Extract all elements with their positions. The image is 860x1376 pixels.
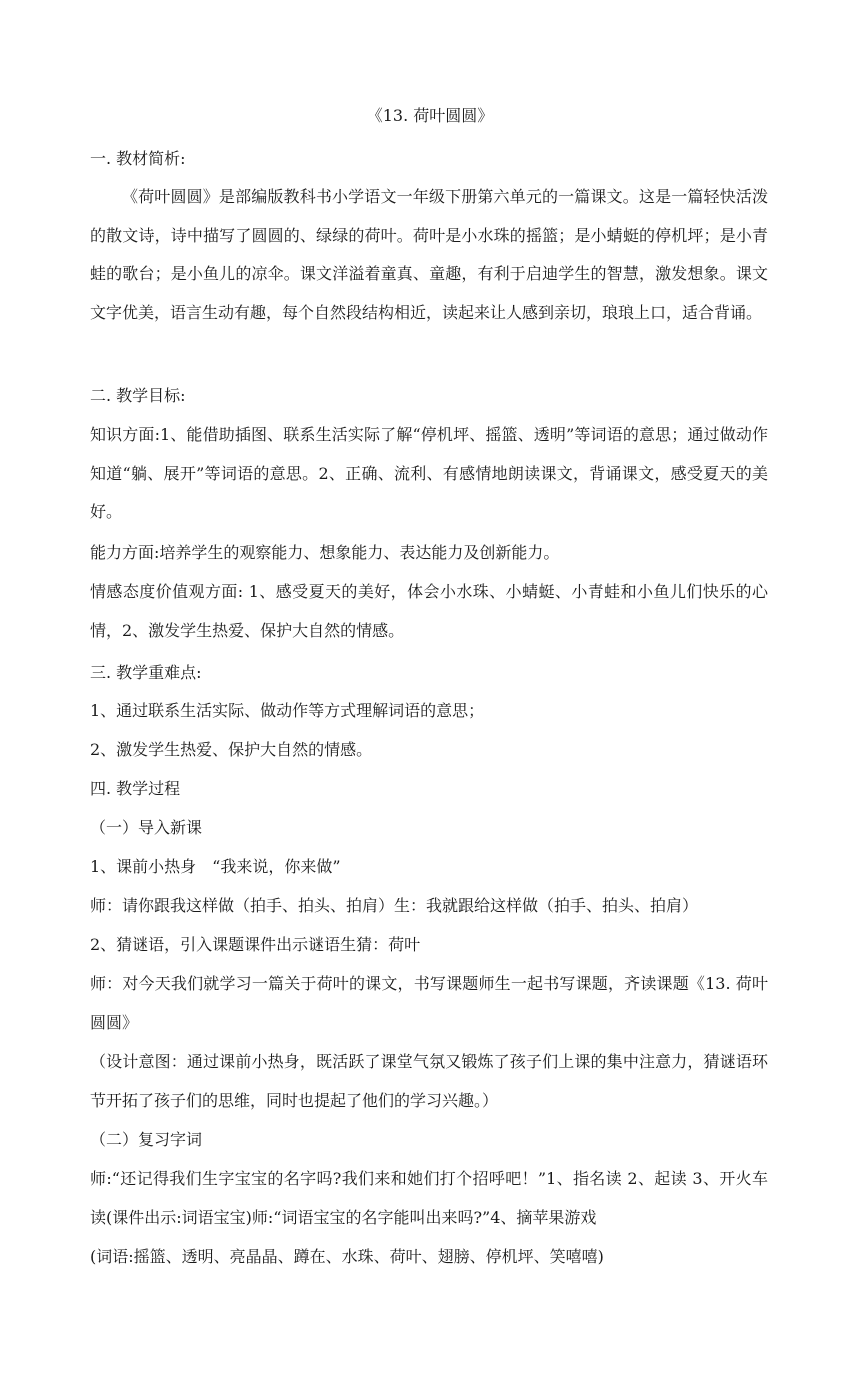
process-paragraph-teacher-student: 师：请你跟我这样做（拍手、拍头、拍肩）生：我就跟给这样做（拍手、拍头、拍肩） xyxy=(90,896,699,915)
section-heading-analysis: 一. 教材简析: xyxy=(90,149,186,168)
section-heading-keypoints: 三. 教学重难点: xyxy=(90,663,202,682)
document-title: 《13. 荷叶圆圆》 xyxy=(366,106,494,125)
review-paragraph: 师:“还记得我们生字宝宝的名字吗?我们来和她们打个招呼吧！”1、指名读 2、起读 3、开火车读(课件出示:词语宝宝)师:“词语宝宝的名字能叫出来吗?”4、摘苹果游戏 xyxy=(90,1169,768,1227)
process-paragraph-warmup: 1、课前小热身 “我来说，你来做” xyxy=(90,857,341,876)
process-paragraph-riddle: 2、猜谜语，引入课题课件出示谜语生猜：荷叶 xyxy=(90,935,421,954)
vocabulary-list: (词语:摇篮、透明、亮晶晶、蹲在、水珠、荷叶、翅膀、停机坪、笑嘻嘻) xyxy=(90,1247,604,1266)
subsection-heading-intro: （一）导入新课 xyxy=(90,818,203,837)
section-heading-goals: 二. 教学目标: xyxy=(90,386,186,405)
subsection-heading-review: （二）复习字词 xyxy=(90,1130,203,1149)
keypoint-item-2: 2、激发学生热爱、保护大自然的情感。 xyxy=(90,740,373,759)
keypoint-item-1: 1、通过联系生活实际、做动作等方式理解词语的意思； xyxy=(90,701,485,720)
goal-knowledge-paragraph: 知识方面:1、能借助插图、联系生活实际了解“停机坪、摇篮、透明”等词语的意思；通过做动作知道“躺、展开”等词语的意思。2、正确、流利、有感情地朗读课文，背诵课文，感受夏天的美好。 xyxy=(90,425,768,521)
section-heading-process: 四. 教学过程 xyxy=(90,779,181,798)
analysis-paragraph: 《荷叶圆圆》是部编版教科书小学语文一年级下册第六单元的一篇课文。这是一篇轻快活泼的散文诗，诗中描写了圆圆的、绿绿的荷叶。荷叶是小水珠的摇篮；是小蜻蜓的停机坪；是小青蛙的歌台；是小鱼儿的凉伞。课文洋溢着童真、童趣，有利于启迪学生的智慧，激发想象。课文文字优美，语言生动有趣，每个自然段结构相近，读起来让人感到亲切，琅琅上口，适合背诵。 xyxy=(90,187,768,322)
process-paragraph-topic: 师：对今天我们就学习一篇关于荷叶的课文，书写课题师生一起书写课题，齐读课题《13. 荷叶圆圆》 xyxy=(90,974,768,1032)
goal-ability-paragraph: 能力方面:培养学生的观察能力、想象能力、表达能力及创新能力。 xyxy=(90,543,560,562)
process-paragraph-design-intent: （设计意图：通过课前小热身，既活跃了课堂气氛又锻炼了孩子们上课的集中注意力，猜谜语环节开拓了孩子们的思维，同时也提起了他们的学习兴趣。） xyxy=(90,1052,768,1110)
goal-emotion-paragraph: 情感态度价值观方面: 1、感受夏天的美好，体会小水珠、小蜻蜓、小青蛙和小鱼儿们快乐的心情，2、激发学生热爱、保护大自然的情感。 xyxy=(90,582,768,640)
